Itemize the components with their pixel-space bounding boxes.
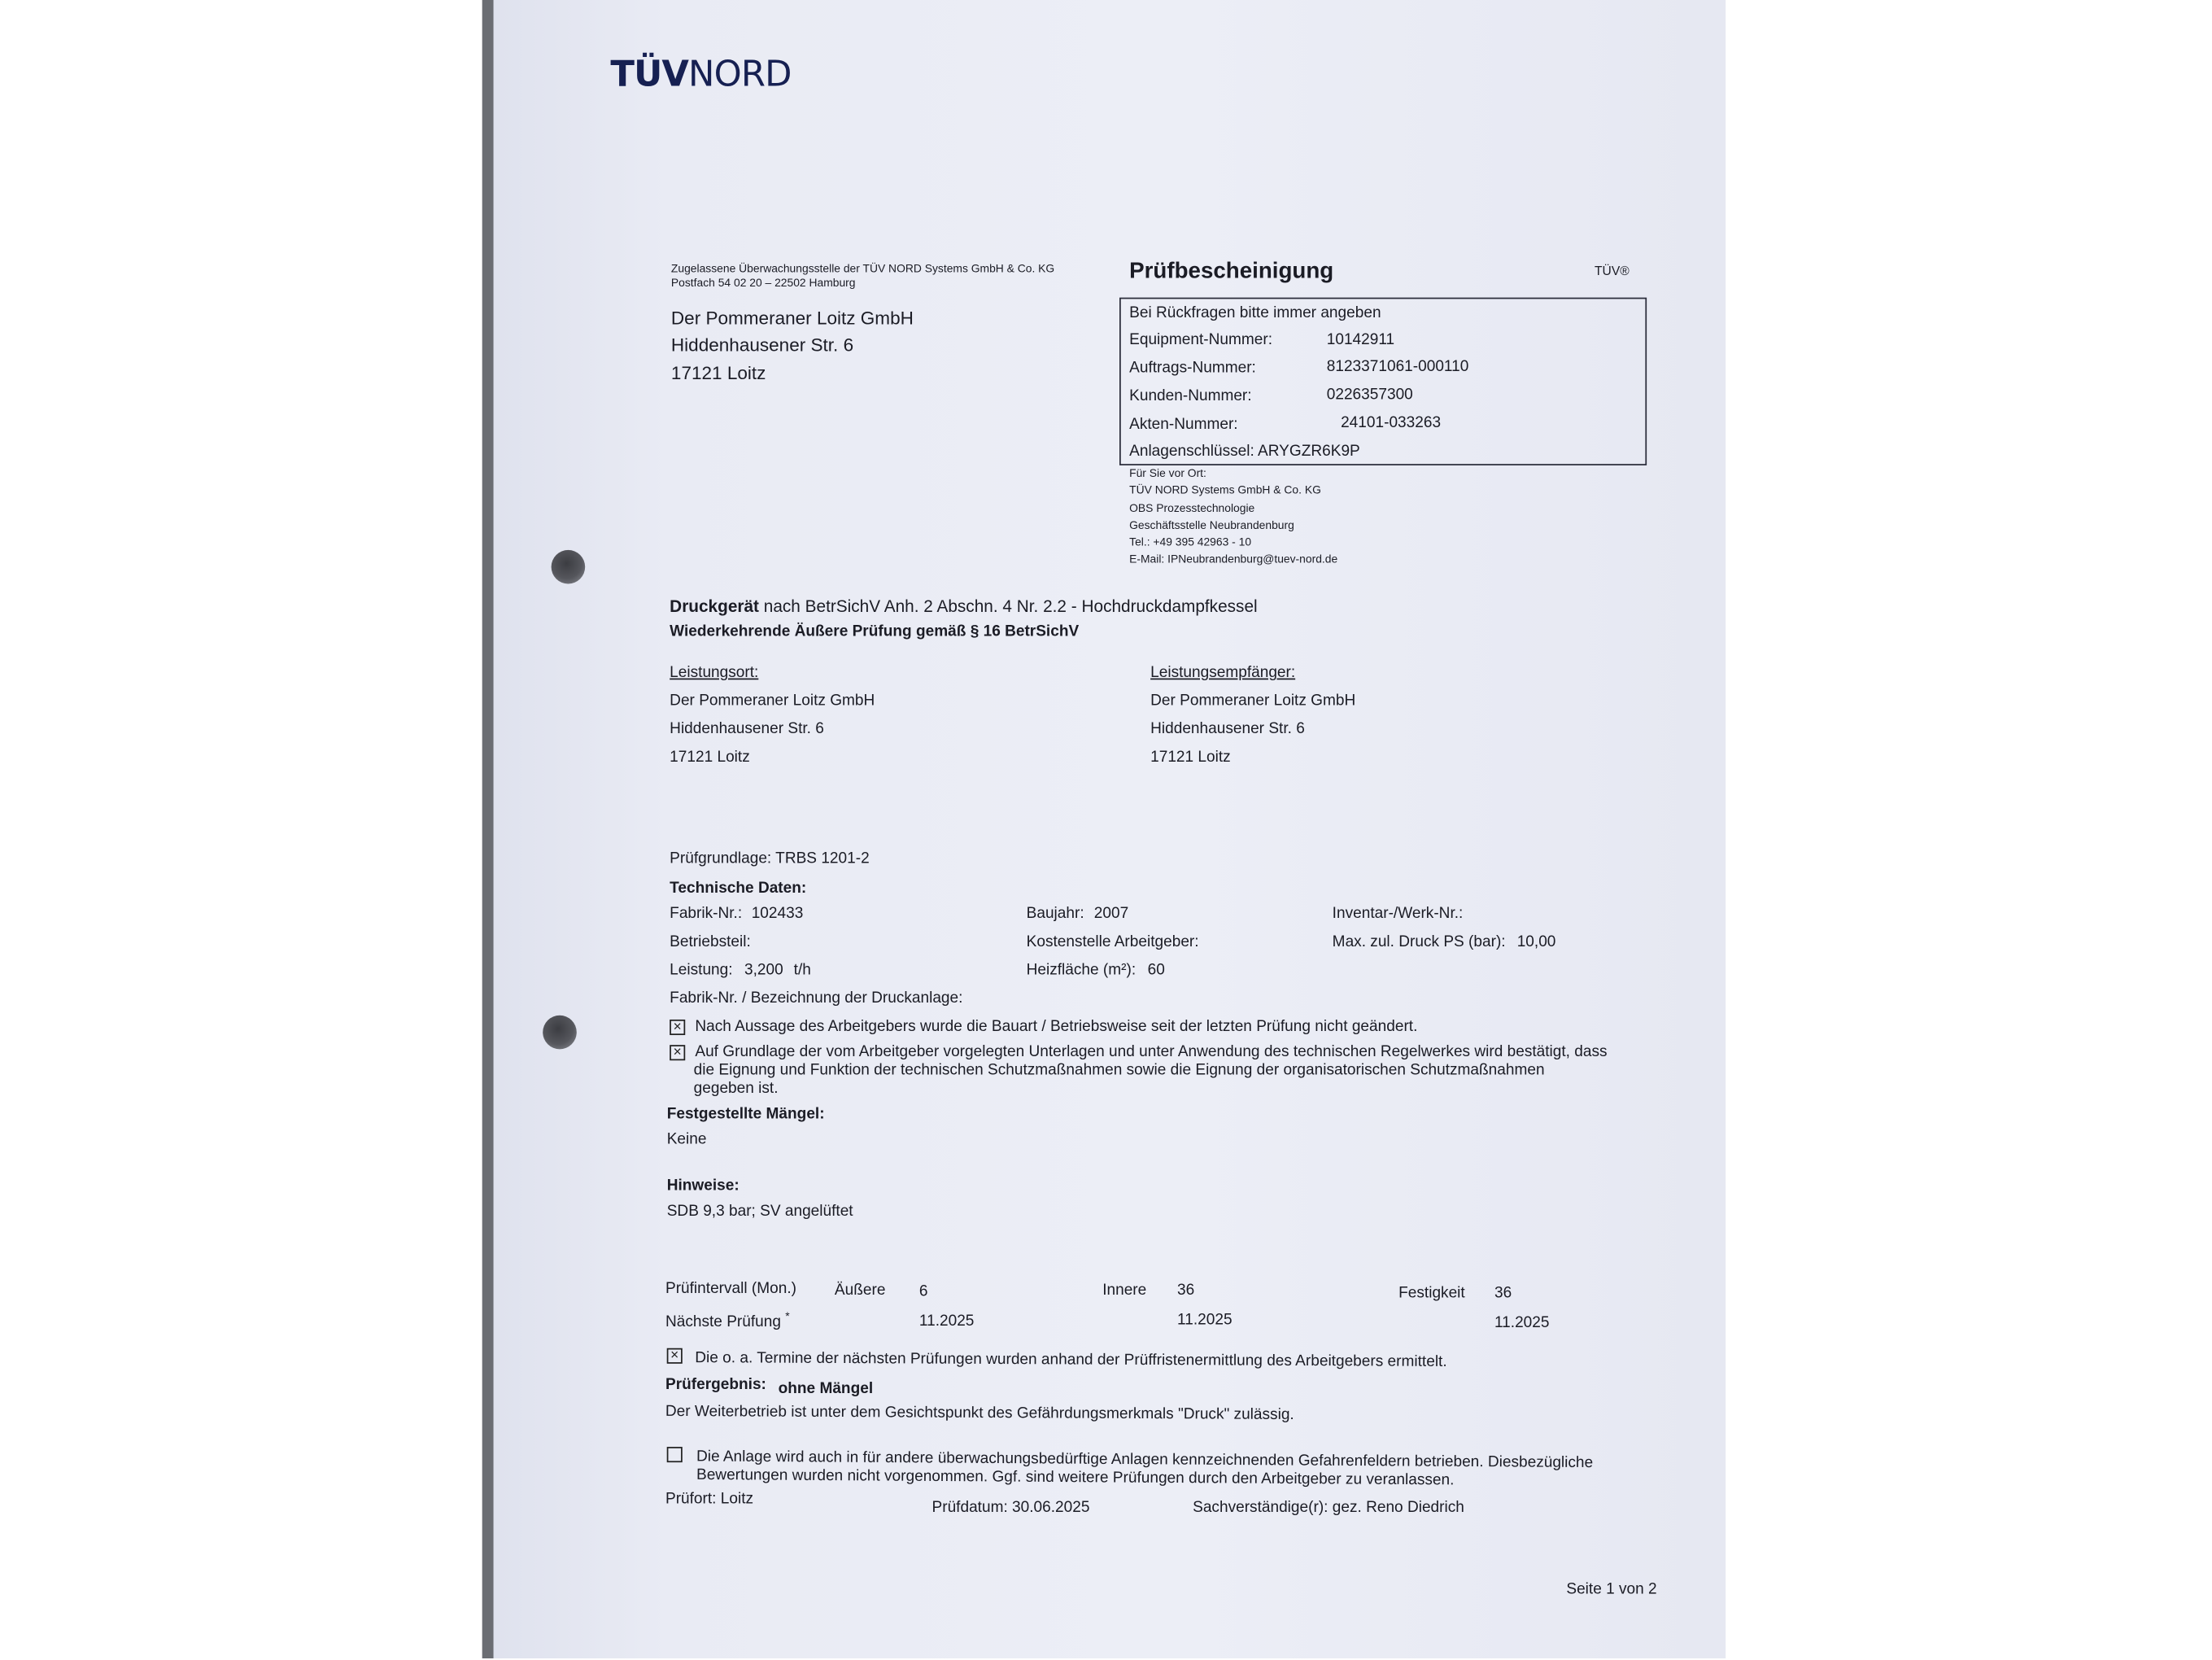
anlage-line2: Bewertungen wurden nicht vorgenommen. Ggf. sind weitere Prüfungen durch den Arbeitgeber zu veranlassen.	[696, 1466, 1455, 1489]
empfaenger-label: Leistungsempfänger:	[1150, 664, 1296, 682]
sender-postfach: Postfach 54 02 20 – 22502 Hamburg	[670, 276, 856, 290]
document-title: Prüfbescheinigung	[1129, 259, 1334, 284]
maengel-label: Festgestellte Mängel:	[666, 1105, 825, 1123]
empfaenger-name: Der Pommeraner Loitz GmbH	[1150, 692, 1356, 710]
check-schutz-line1: Auf Grundlage der vom Arbeitgeber vorgelegten Unterlagen und unter Anwendung des technischen Regelwerkes wird bestätigt, dass	[695, 1043, 1608, 1061]
leistung-value: 3,200	[744, 961, 783, 979]
aeussere-label: Äußere	[834, 1282, 886, 1300]
maxdruck-value: 10,00	[1516, 933, 1556, 951]
weiterbetrieb-text: Der Weiterbetrieb ist unter dem Gesichtspunkt des Gefährdungsmerkmals "Druck" zulässig.	[665, 1403, 1294, 1424]
equipment-label: Equipment-Nummer:	[1129, 331, 1273, 349]
innere-value: 36	[1177, 1282, 1195, 1300]
contact-line: Für Sie vor Ort:	[1129, 466, 1206, 480]
reference-heading: Bei Rückfragen bitte immer angeben	[1129, 304, 1381, 322]
aeussere-value: 6	[918, 1283, 928, 1300]
subject-line: Druckgerät nach BetrSichV Anh. 2 Abschn. 4 Nr. 2.2 - Hochdruckdampfkessel	[670, 596, 1258, 617]
inventar-label: Inventar-/Werk-Nr.:	[1332, 905, 1464, 923]
pruefgrundlage: Prüfgrundlage: TRBS 1201-2	[670, 850, 870, 867]
baujahr-value: 2007	[1093, 905, 1129, 923]
tuv-mark: TÜV®	[1595, 264, 1630, 278]
leistungsort-label: Leistungsort:	[670, 664, 759, 682]
leistung-label: Leistung:	[670, 961, 733, 979]
betriebsteil-label: Betriebsteil:	[670, 933, 751, 951]
hinweise-value: SDB 9,3 bar; SV angelüftet	[666, 1203, 853, 1221]
akten-label: Akten-Nummer:	[1129, 416, 1238, 434]
contact-line: TÜV NORD Systems GmbH & Co. KG	[1129, 483, 1321, 497]
page-number: Seite 1 von 2	[1566, 1580, 1657, 1598]
fabrik-label: Fabrik-Nr.:	[670, 905, 743, 923]
bezeichnung-label: Fabrik-Nr. / Bezeichnung der Druckanlage:	[670, 989, 963, 1007]
kostenstelle-label: Kostenstelle Arbeitgeber:	[1026, 933, 1199, 951]
innere-label: Innere	[1102, 1282, 1147, 1300]
recipient-name: Der Pommeraner Loitz GmbH	[670, 307, 914, 329]
empfaenger-street: Hiddenhausener Str. 6	[1150, 720, 1305, 738]
festigkeit-label: Festigkeit	[1398, 1284, 1465, 1302]
leistungsort-name: Der Pommeraner Loitz GmbH	[670, 692, 875, 710]
leistung-unit: t/h	[793, 961, 811, 979]
checkbox-schutzmassnahmen[interactable]: ×	[670, 1045, 685, 1060]
subject-subline: Wiederkehrende Äußere Prüfung gemäß § 16 BetrSichV	[670, 622, 1080, 640]
equipment-value: 10142911	[1326, 331, 1395, 349]
checkbox-anlage[interactable]	[667, 1447, 683, 1462]
empfaenger-city: 17121 Loitz	[1150, 749, 1231, 767]
tech-heading: Technische Daten:	[670, 880, 807, 898]
sachverstaendiger: Sachverständige(r): gez. Reno Diedrich	[1193, 1499, 1464, 1516]
anlage-line1: Die Anlage wird auch in für andere überwachungsbedürftige Anlagen kennzeichnenden Gefahrenfeldern betrieben. Diesbezügliche	[696, 1448, 1594, 1472]
kunden-value: 0226357300	[1326, 386, 1413, 404]
naechste-aeussere-date: 11.2025	[918, 1313, 975, 1330]
fabrik-value: 102433	[751, 905, 804, 923]
ergebnis-value: ohne Mängel	[778, 1380, 874, 1398]
auftrag-label: Auftrags-Nummer:	[1129, 359, 1256, 377]
check-bauart-text: Nach Aussage des Arbeitgebers wurde die Bauart / Betriebsweise seit der letzten Prüfung nicht geändert.	[695, 1018, 1418, 1036]
termine-text: Die o. a. Termine der nächsten Prüfungen wurden anhand der Prüffristenermittlung des Arbeitgebers ermittelt.	[695, 1349, 1447, 1371]
contact-line: Geschäftsstelle Neubrandenburg	[1129, 518, 1294, 532]
naechste-label: Nächste Prüfung *	[665, 1309, 790, 1331]
pruefort: Prüfort: Loitz	[665, 1490, 754, 1508]
check-schutz-line3: gegeben ist.	[693, 1080, 779, 1098]
recipient-street: Hiddenhausener Str. 6	[670, 334, 854, 356]
heizflaeche-label: Heizfläche (m²):	[1026, 961, 1137, 979]
naechste-festigkeit-date: 11.2025	[1494, 1314, 1550, 1331]
anlagenschluessel: Anlagenschlüssel: ARYGZR6K9P	[1129, 443, 1360, 460]
leistungsort-city: 17121 Loitz	[670, 749, 750, 767]
checkbox-termine[interactable]: ×	[667, 1348, 683, 1364]
pruefdatum: Prüfdatum: 30.06.2025	[931, 1499, 1090, 1516]
kunden-label: Kunden-Nummer:	[1129, 387, 1252, 405]
contact-email: E-Mail: IPNeubrandenburg@tuev-nord.de	[1129, 553, 1338, 566]
punch-hole-top	[552, 550, 586, 584]
naechste-innere-date: 11.2025	[1177, 1311, 1233, 1329]
tuv-nord-logo: TÜVNORD	[610, 53, 792, 95]
contact-line: OBS Prozesstechnologie	[1129, 501, 1255, 515]
sender-line: Zugelassene Überwachungsstelle der TÜV NORD Systems GmbH & Co. KG	[670, 262, 1055, 275]
recipient-city: 17121 Loitz	[670, 362, 766, 384]
checkbox-bauart[interactable]: ×	[670, 1020, 685, 1035]
auftrag-value: 8123371061-000110	[1326, 358, 1469, 375]
intervall-label: Prüfintervall (Mon.)	[665, 1280, 797, 1298]
hinweise-label: Hinweise:	[666, 1177, 740, 1195]
leistungsort-street: Hiddenhausener Str. 6	[670, 720, 824, 738]
maengel-value: Keine	[666, 1130, 707, 1148]
baujahr-label: Baujahr:	[1026, 905, 1084, 923]
maxdruck-label: Max. zul. Druck PS (bar):	[1332, 933, 1506, 951]
ergebnis-label: Prüfergebnis:	[665, 1376, 766, 1394]
contact-phone: Tel.: +49 395 42963 - 10	[1129, 535, 1252, 549]
heizflaeche-value: 60	[1147, 961, 1165, 979]
akten-value: 24101-033263	[1341, 414, 1442, 432]
punch-hole-bottom	[543, 1016, 577, 1050]
check-schutz-line2: die Eignung und Funktion der technischen Schutzmaßnahmen sowie die Eignung der organisatorischen Schutzmaßnahmen	[693, 1061, 1545, 1079]
festigkeit-value: 36	[1494, 1284, 1512, 1302]
